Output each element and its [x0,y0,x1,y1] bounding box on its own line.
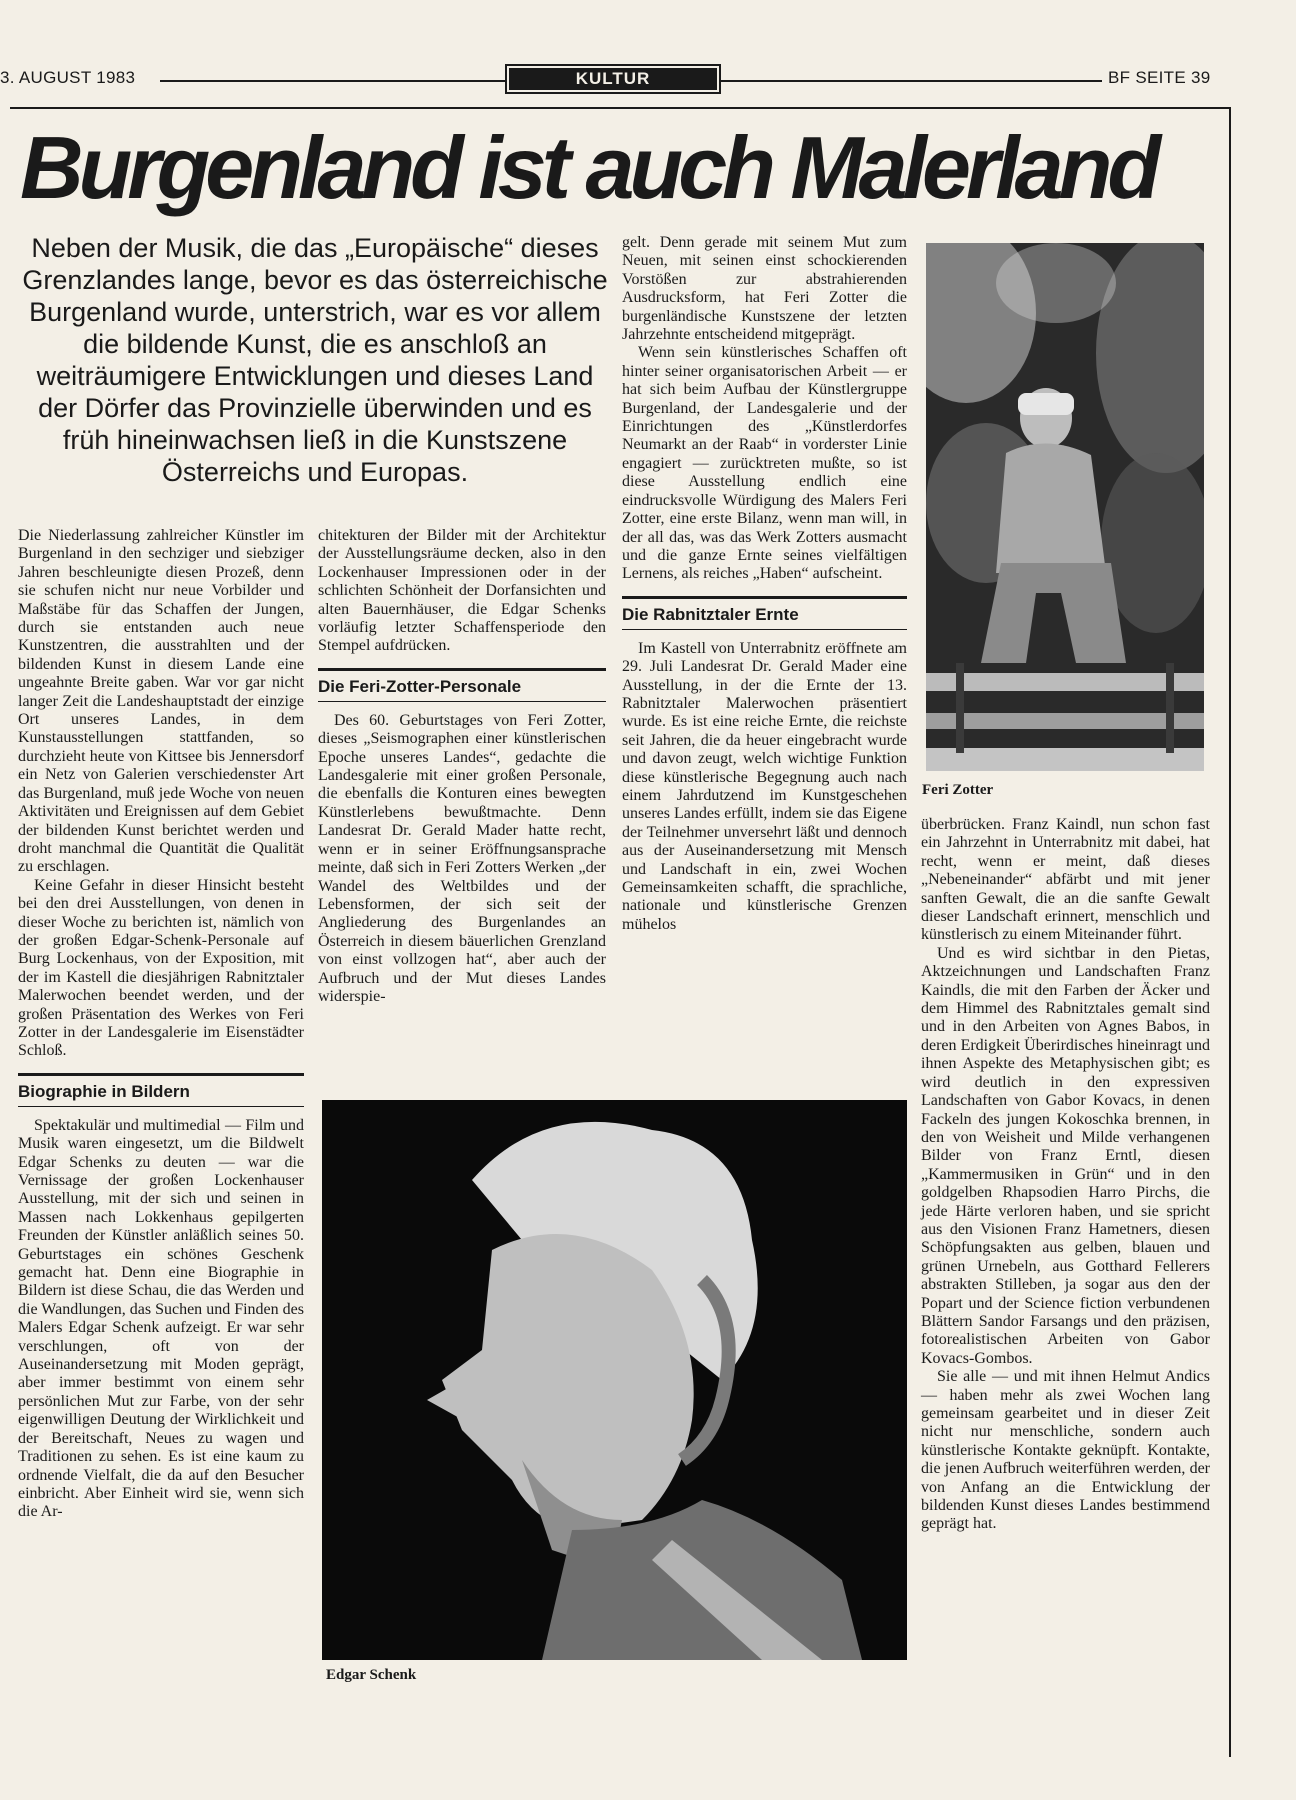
body-paragraph: Im Kastell von Unterrabnitz eröffnete am 29. Juli Landesrat Dr. Gerald Mader eine Ausstellung, in der die Ernte der 13. Rabnitztaler Malerwochen präsentiert wurde. Es ist eine reiche Ernte, die reichste seit Jahren, die da heuer eingebracht wurde und davon zeugt, welch wichtige Funktion diese künstlerische Begegnung auch nach einem Jahrdutzend im Kunstgeschehen unseres Landes erfüllt, indem sie das Eigene der Teilnehmer unversehrt läßt und dennoch aus der Auseinandersetzung mit Mensch und Landschaft in ein, zwei Wochen Gemeinsamkeiten schafft, die sprachliche, nationale und künstlerische Grenzen mühelos [622,639,907,933]
issue-date: 3. AUGUST 1983 [0,68,136,87]
column-3 [622,234,907,934]
photo-edgar-schenk [322,1100,907,1660]
body-paragraph: Und es wird sichtbar in den Pietas, Aktzeichnungen und Landschaften Franz Kaindls, die mit den Farben der Äcker und dem Himmel des Rabnitztales gemalt sind und in den Arbeiten von Agnes Babos, in deren Erdigkeit Überirdisches hineinragt und ihnen Aspekte des Metaphysischen gibt; es wird deutlich in den expressiven Landschaften von Gabor Kovacs, in denen Fackeln des jungen Kokoschka brennen, in den von Weisheit und Milde verhangenen Bilder von Franz Erntl, diesen „Kammermusiken in Grün“ und in den goldgelben Rhapsodien Harro Pirchs, die jede Härte verloren haben, und sie spricht aus den Visionen Franz Hametners, diesen Schöpfungsakten aus gelben, blauen und grünen Urnebeln, aus Gotthard Fellerers abstrakten Stilleben, ja sogar aus den der Popart und der Science fiction verbundenen Blättern Sandor Farsangs und den präzisen, fotorealistischen Arbeiten von Gabor Kovacs-Gombos. [921,944,1210,1367]
column-1 [18,527,304,1522]
lead-paragraph: Neben der Musik, die das „Europäische“ dieses Grenzlandes lange, bevor es das österreichische Burgenland wurde, unterstrich, war es vor allem die bildende Kunst, die es anschloß an weiträumigere Entwicklungen und dieses Land der Dörfer das Provinzielle überwinden und es früh hineinwachsen ließ in die Kunstszene Österreichs und Europas. [22,233,608,487]
body-paragraph: gelt. Denn gerade mit seinem Mut zum Neuen, mit seinen einst schockierenden Vorstößen zur abstrahierenden Ausdrucksform, hat Feri Zotter die burgenländische Kunstszene der letzten Jahrzehnte entscheidend mitgeprägt. [622,234,907,344]
photo-feri-zotter-image [926,243,1204,771]
photo-edgar-schenk-image [322,1100,907,1660]
body-paragraph: Die Niederlassung zahlreicher Künstler im Burgenland in den sechziger und siebziger Jahren beschleunigte diesen Prozeß, denn sie schufen nicht nur neue Vorbilder und Maßstäbe für das Schaffen der Jungen, durch sie entstanden auch neue Kunstzentren, die ausstrahlten und der bildenden Kunst in diesem Lande eine ungeahnte Breite gaben. War vor gar nicht langer Zeit die Landeshauptstadt der einzige Ort unseres Landes, in dem Kunstausstellungen stattfanden, so durchzieht heute von Kittsee bis Jennersdorf ein Netz von Galerien verschiedenster Art das Burgenland, muß jede Woche von neuen Aktivitäten und Ereignissen auf dem Gebiet der bildenden Kunst berichtet werden und droht manchmal die Quantität die Qualität zu erschlagen. [18,527,304,876]
body-paragraph: Keine Gefahr in dieser Hinsicht besteht bei den drei Ausstellungen, von denen in dieser Woche zu berichten ist, nämlich von der großen Edgar-Schenk-Personale auf Burg Lockenhaus, von der Exposition, mit der im Kastell die diesjährigen Rabnitztaler Malerwochen beendet werden, und der großen Präsentation des Werkes von Feri Zotter in der Landesgalerie im Eisenstädter Schloß. [18,876,304,1060]
subheading-biographie: Biographie in Bildern [18,1073,304,1107]
subheading-zotter-personale: Die Feri-Zotter-Personale [318,668,606,702]
caption-edgar-schenk: Edgar Schenk [326,1667,417,1683]
section-rubric-label: KULTUR [509,68,717,90]
body-paragraph: überbrücken. Franz Kaindl, nun schon fast ein Jahrzehnt in Unterrabnitz mit dabei, hat recht, wenn er meint, daß dieses „Nebeneinander“ abfärbt und mit jener sanften Gewalt, die an die sanfte Gewalt dieser Landschaft erinnert, menschlich und künstlerisch zu einem Miteinander führt. [921,816,1210,944]
headline: Burgenland ist auch Malerland [20,118,1157,217]
frame-rule-right [1229,107,1231,1757]
page-number: BF SEITE 39 [1108,68,1211,87]
body-paragraph: Wenn sein künstlerisches Schaffen oft hinter seiner organisatorischen Arbeit — er hat sich beim Aufbau der Künstlergruppe Burgenland, der Landesgalerie und der Einrichtungen des „Künstlerdorfes Neumarkt an der Raab“ in vorderster Linie engagiert — zurücktreten mußte, so ist diese Ausstellung endlich eine eindrucksvolle Würdigung des Malers Feri Zotter, eine erste Bilanz, wenn man will, in der all das, was das Werk Zotters ausmacht und die ganze Ernte seines vielfältigen Lernens, als reiches „Haben“ aufscheint. [622,344,907,583]
column-4 [921,816,1210,1534]
frame-rule-top [10,107,1231,109]
subheading-rabnitztaler-ernte: Die Rabnitztaler Ernte [622,596,907,630]
section-rubric [505,64,721,94]
column-2 [318,527,606,1006]
body-paragraph: Sie alle — und mit ihnen Helmut Andics — haben mehr als zwei Wochen lang gemeinsam gearbeitet und in dieser Zeit nicht nur menschliche, sondern auch künstlerische Kontakte geknüpft. Kontakte, die jenen Aufbruch weiterführen werden, der von Anfang an die Entwicklung der bildenden Kunst dieses Landes bestimmend geprägt hat. [921,1368,1210,1533]
body-paragraph: Des 60. Geburtstages von Feri Zotter, dieses „Seismographen einer künstlerischen Epoche unseres Landes“, gedachte die Landesgalerie mit einer großen Personale, die ebenfalls die Konturen eines bewegten Künstlerlebens bewußtmachte. Denn Landesrat Dr. Gerald Mader hatte recht, wenn er in seiner Eröffnungsansprache meinte, daß sich in Feri Zotters Werken „der Wandel des Weltbildes und der Lebensformen, der sich seit der Angliederung des Burgenlandes an Österreich in diesem bäuerlichen Grenzland von einst vollzogen hat“, aber auch der Aufbruch und der Mut dieses Landes widerspie- [318,711,606,1005]
body-paragraph: chitekturen der Bilder mit der Architektur der Ausstellungsräume decken, also in den Lockenhauser Impressionen oder in der schlichten Schönheit der Dorfansichten und alten Bauernhäuser, die Edgar Schenks vorläufig letzter Schaffensperiode den Stempel aufdrücken. [318,527,606,655]
masthead-rule-right [721,80,1102,82]
body-paragraph: Spektakulär und multimedial — Film und Musik waren eingesetzt, um die Bildwelt Edgar Schenks zu deuten — war die Vernissage der großen Lockenhauser Ausstellung, mit der sich und seinen in Massen nach Lokkenhaus gepilgerten Freunden der Künstler anläßlich seines 50. Geburtstages ein schönes Geschenk gemacht hat. Denn eine Biographie in Bildern ist diese Schau, die das Werden und die Wandlungen, das Suchen und Finden des Malers Edgar Schenk aufzeigt. Er war sehr verschlungen, oft von der Auseinandersetzung mit Moden geprägt, aber immer bestimmt von einem sehr persönlichen Mut zur Farbe, von der sehr eigenwilligen Deutung der Wirklichkeit und der Bereitschaft, Neues zu wagen und Traditionen zu sehen. Es ist eine kaum zu ordnende Vielfalt, die da auf den Besucher einbricht. Aber Einheit wird sie, wenn sich die Ar- [18,1116,304,1521]
masthead-rule-left [160,80,505,82]
caption-feri-zotter: Feri Zotter [922,782,994,798]
photo-feri-zotter [926,243,1204,771]
